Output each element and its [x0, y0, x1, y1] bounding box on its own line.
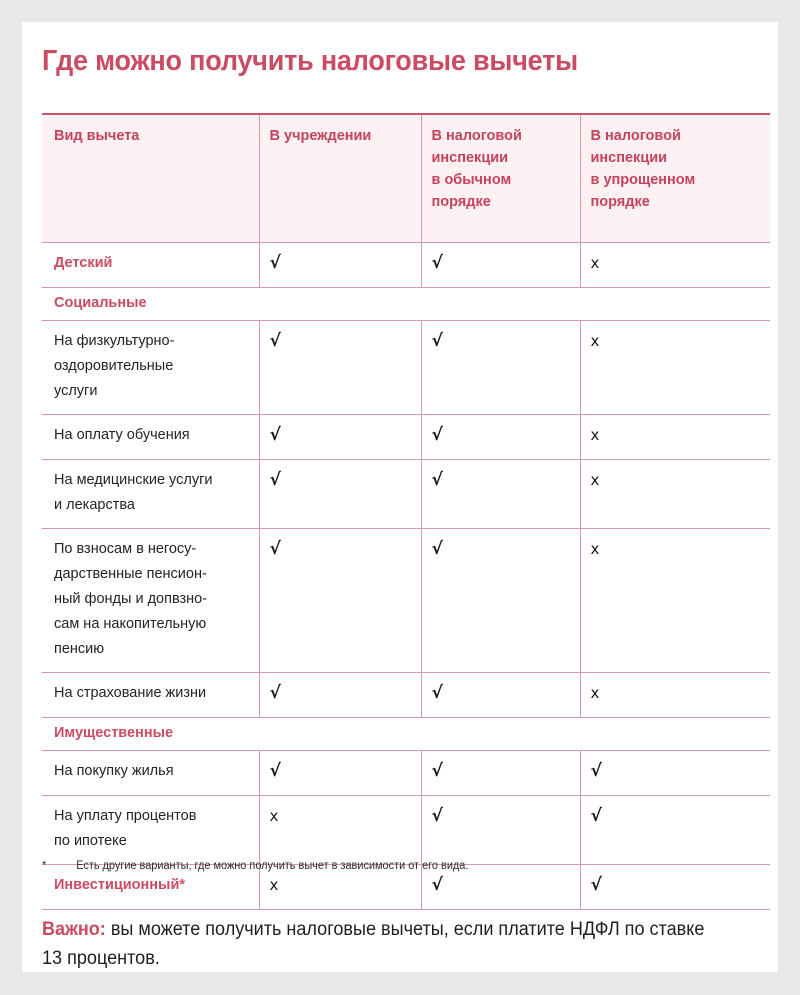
check-icon: √	[269, 683, 281, 703]
deduction-name-cell: Инвестиционный*	[42, 865, 259, 910]
important-note-text: вы можете получить налоговые вычеты, если платите НДФЛ по ставке 13 процентов.	[42, 919, 705, 969]
column-header-4: В налоговой инспекции в упрощенном порядке	[580, 114, 770, 243]
table-row	[42, 243, 770, 288]
check-icon: √	[269, 761, 281, 781]
availability-cell-2	[421, 529, 580, 673]
table-row	[42, 796, 770, 865]
check-icon: √	[269, 470, 281, 490]
deduction-name-cell: По взносам в негосу- дарственные пенсион- ный фонды и допвзно- сам на накопительную пенсию	[42, 529, 259, 673]
check-icon: √	[269, 539, 281, 559]
section-label: Социальные	[42, 288, 770, 321]
check-icon: √	[431, 253, 443, 273]
availability-cell-2	[421, 751, 580, 796]
check-icon: √	[431, 761, 443, 781]
check-icon: √	[431, 470, 443, 490]
page-card	[22, 22, 778, 972]
availability-cell-3	[580, 460, 770, 529]
important-note	[42, 915, 722, 973]
deduction-name-cell: На уплату процентов по ипотеке	[42, 796, 259, 865]
check-icon: √	[431, 806, 443, 826]
column-header-2: В учреждении	[259, 114, 421, 243]
availability-cell-1	[259, 243, 421, 288]
availability-cell-1	[259, 321, 421, 415]
availability-cell-3	[580, 529, 770, 673]
availability-cell-2	[421, 460, 580, 529]
availability-cell-2	[421, 673, 580, 718]
table-footnote	[42, 858, 722, 874]
footnote-text: Есть другие варианты, где можно получить вычет в зависимости от его вида.	[76, 860, 469, 872]
deduction-name-cell: На покупку жилья	[42, 751, 259, 796]
availability-cell-3	[580, 673, 770, 718]
cross-icon: х	[590, 332, 600, 350]
tax-deduction-table	[42, 113, 770, 910]
table-row	[42, 673, 770, 718]
availability-cell-1	[259, 673, 421, 718]
table-row	[42, 529, 770, 673]
section-row-имущественные	[42, 718, 770, 751]
check-icon: √	[431, 425, 443, 445]
check-icon: √	[431, 683, 443, 703]
check-icon: √	[431, 875, 443, 895]
availability-cell-2	[421, 796, 580, 865]
deduction-name-cell: На страхование жизни	[42, 673, 259, 718]
column-header-1: Вид вычета	[42, 114, 259, 243]
check-icon: √	[269, 253, 281, 273]
availability-cell-3	[580, 321, 770, 415]
table-row	[42, 415, 770, 460]
section-label: Имущественные	[42, 718, 770, 751]
cross-icon: х	[590, 426, 600, 444]
footnote-reference-asterisk: *	[179, 877, 186, 893]
check-icon: √	[269, 331, 281, 351]
important-note-label: Важно:	[42, 919, 106, 940]
availability-cell-1	[259, 415, 421, 460]
availability-cell-1	[259, 529, 421, 673]
cross-icon: х	[590, 684, 600, 702]
table-header-row	[42, 114, 770, 243]
cross-icon: х	[269, 807, 279, 825]
check-icon: √	[431, 331, 443, 351]
availability-cell-3	[580, 796, 770, 865]
availability-cell-3	[580, 243, 770, 288]
cross-icon: х	[590, 254, 600, 272]
deduction-name-cell: На физкультурно- оздоровительные услуги	[42, 321, 259, 415]
deduction-name-cell: На медицинские услуги и лекарства	[42, 460, 259, 529]
table-row	[42, 751, 770, 796]
table-body	[42, 114, 770, 910]
availability-cell-2	[421, 415, 580, 460]
table-row	[42, 460, 770, 529]
cross-icon: х	[590, 471, 600, 489]
table-row	[42, 321, 770, 415]
availability-cell-1	[259, 796, 421, 865]
check-icon: √	[590, 806, 602, 826]
check-icon: √	[269, 425, 281, 445]
deduction-name-cell: Детский	[42, 243, 259, 288]
section-row-социальные	[42, 288, 770, 321]
cross-icon: х	[590, 540, 600, 558]
availability-cell-1	[259, 751, 421, 796]
check-icon: √	[590, 875, 602, 895]
deduction-name-cell: На оплату обучения	[42, 415, 259, 460]
page-title: Где можно получить налоговые вычеты	[42, 45, 578, 77]
availability-cell-2	[421, 321, 580, 415]
availability-cell-3	[580, 415, 770, 460]
availability-cell-1	[259, 460, 421, 529]
availability-cell-3	[580, 751, 770, 796]
column-header-3: В налоговой инспекции в обычном порядке	[421, 114, 580, 243]
availability-cell-2	[421, 243, 580, 288]
cross-icon: х	[269, 876, 279, 894]
footnote-marker: *	[42, 860, 47, 872]
check-icon: √	[590, 761, 602, 781]
check-icon: √	[431, 539, 443, 559]
